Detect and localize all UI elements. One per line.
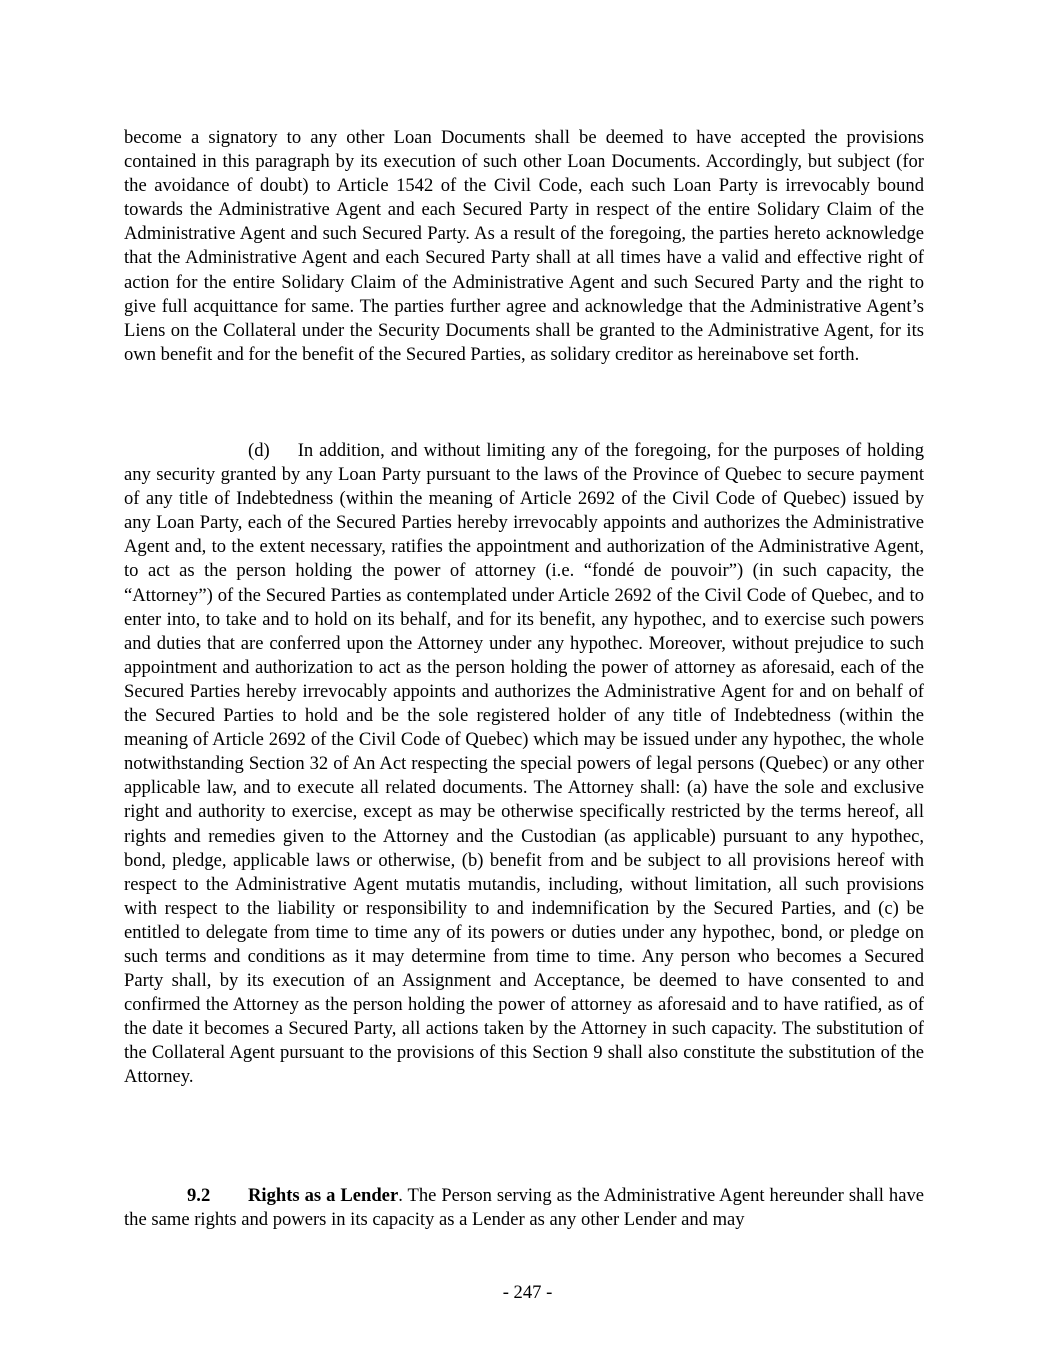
paragraph-d-label: (d) [248,440,270,461]
paragraph-d [124,439,924,1090]
section-number: 9.2 [187,1185,211,1206]
page-number: - 247 - [502,1282,553,1303]
section-9-2-text: . The Person serving as the Administrative Agent hereunder shall have the same rights and powers in its capacity as a Lender as any other Lender and may [124,1185,924,1231]
paragraph-solidary-claim: become a signatory to any other Loan Documents shall be deemed to have accepted the provisions contained in this paragraph by its execution of such other Loan Documents. Accordingly, but subject (for the avoidance of doubt) to Article 1542 of the Civil Code, each such Loan Party is irrevocably bound towards the Administrative Agent and each Secured Party in respect of the entire Solidary Claim of the Administrative Agent and such Secured Party. As a result of the foregoing, the parties hereto acknowledge that the Administrative Agent and each Secured Party shall at all times have a valid and effective right of action for the entire Solidary Claim of the Administrative Agent and such Secured Party and the right to give full acquittance for same. The parties further agree and acknowledge that the Administrative Agent’s Liens on the Collateral under the Security Documents shall be granted to the Administrative Agent, for its own benefit and for the benefit of the Secured Parties, as solidary creditor as hereinabove set forth. [124,127,924,365]
section-title: Rights as a Lender [248,1185,399,1206]
paragraph-d-text: In addition, and without limiting any of the foregoing, for the purposes of holding any security granted by any Loan Party pursuant to the laws of the Province of Quebec to secure payment of any title of Indebtedness (within the meaning of Article 2692 of the Civil Code of Quebec) issued by any Loan Party, each of the Secured Parties hereby irrevocably appoints and authorizes the Administrative Agent and, to the extent necessary, ratifies the appointment and authorization of the Administrative Agent, to act as the person holding the power of attorney (i.e. “fondé de pouvoir”) (in such capacity, the “Attorney”) of the Secured Parties as contemplated under Article 2692 of the Civil Code of Quebec, and to enter into, to take and to hold on its behalf, and for its benefit, any hypothec, and to exercise such powers and duties that are conferred upon the Attorney under any hypothec. Moreover, without prejudice to such appointment and authorization to act as the person holding the power of attorney as aforesaid, each of the Secured Parties hereby irrevocably appoints and authorizes the Administrative Agent for and on behalf of the Secured Parties to hold and be the sole registered holder of any title of Indebtedness (within the meaning of Article 2692 of the Civil Code of Quebec) which may be issued under any hypothec, the whole notwithstanding Section 32 of An Act respecting the special powers of legal persons (Quebec) or any other applicable law, and to execute all related documents. The Attorney shall: (a) have the sole and exclusive right and authority to exercise, except as may be otherwise specifically restricted by the terms hereof, all rights and remedies given to the Attorney and the Custodian (as applicable) pursuant to any hypothec, bond, pledge, applicable laws or otherwise, (b) benefit from and be subject to all provisions hereof with respect to the Administrative Agent mutatis mutandis, including, without limitation, all such provisions with respect to the liability or responsibility to and indemnification by the Secured Parties, and (c) be entitled to delegate from time to time any of its powers or duties under any hypothec, bond, or pledge on such terms and conditions as it may determine from time to time. Any person who becomes a Secured Party shall, by its execution of an Assignment and Acceptance, be deemed to have consented to and confirmed the Attorney as the person holding the power of attorney as aforesaid and to have ratified, as of the date it becomes a Secured Party, all actions taken by the Attorney in such capacity. The substitution of the Collateral Agent pursuant to the provisions of this Section 9 shall also constitute the substitution of the Attorney. [124,440,924,1088]
section-9-2 [124,1184,924,1232]
document-body [124,126,924,367]
